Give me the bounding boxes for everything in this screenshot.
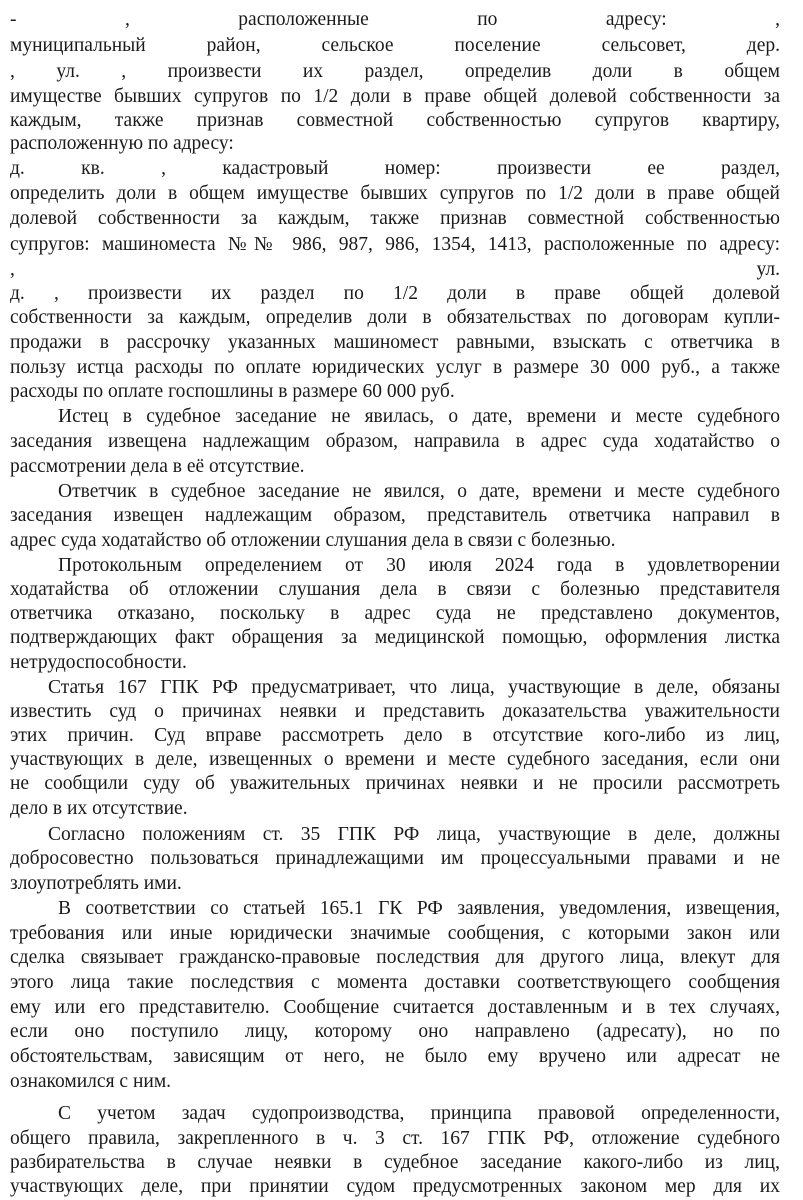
text-line: имуществе бывших супругов по 1/2 доли в праве общей долевой собственности за — [10, 86, 780, 107]
text-line: супругов: машиноместа №№ 986, 987, 986, 1354, 1413, расположенные по адресу: — [10, 234, 780, 255]
text-line: общего правила, закрепленного в ч. 3 ст. 167 ГПК РФ, отложение судебного — [10, 1128, 780, 1149]
text-line: пользу истца расходы по оплате юридических услуг в размере 30 000 руб., а также — [10, 357, 780, 378]
text-line: заседания извещен надлежащим образом, представитель ответчика направил в — [10, 505, 780, 526]
text-line: требования или иные юридически значимые сообщения, с которыми закон или — [10, 923, 780, 944]
text-line: д. , произвести их раздел по 1/2 доли в праве общей долевой — [10, 283, 780, 304]
text-line: продажи в рассрочку указанных машиномест равными, взыскать с ответчика в — [10, 332, 780, 353]
text-line: адрес суда ходатайство об отложении слушания дела в связи с болезнью. — [10, 530, 616, 551]
text-line: известить суд о причинах неявки и представить доказательства уважительности — [10, 701, 780, 722]
text-line: ответчика отказано, поскольку в адрес суда не представлено документов, — [10, 603, 780, 624]
text-line: ознакомился с ним. — [10, 1071, 172, 1092]
text-line: В соответствии со статьей 165.1 ГК РФ заявления, уведомления, извещения, — [58, 898, 780, 919]
text-line: д. кв. , кадастровый номер: произвести ее раздел, — [10, 158, 780, 179]
text-line: этих причин. Суд вправе рассмотреть дело в отсутствие кого-либо из лиц, — [10, 725, 780, 746]
text-line: долевой собственности за каждым, также признав совместной собственностью — [10, 208, 780, 229]
text-line: , ул. , произвести их раздел, определив доли в общем — [10, 61, 780, 82]
text-line: рассмотрении дела в её отсутствие. — [10, 456, 305, 477]
text-line: ходатайства об отложении слушания дела в связи с болезнью представителя — [10, 579, 780, 600]
text-line: не сообщили суду об уважительных причинах неявки и не просили рассмотреть — [10, 773, 780, 794]
text-line: Истец в судебное заседание не явилась, о дате, времени и месте судебного — [58, 406, 780, 427]
text-line: расположенную по адресу: — [10, 133, 234, 154]
text-line: расходы по оплате госпошлины в размере 60 000 руб. — [10, 381, 455, 402]
text-line: дело в их отсутствие. — [10, 798, 188, 819]
text-line: - , расположенные по адресу: , — [10, 9, 780, 30]
text-line: злоупотреблять ими. — [10, 873, 182, 894]
text-line: , ул. — [10, 259, 780, 280]
text-line: Ответчик в судебное заседание не явился, о дате, времени и месте судебного — [58, 481, 780, 502]
text-line: этого лица такие последствия с момента доставки соответствующего сообщения — [10, 972, 780, 993]
text-line: участвующих деле, при принятии судом предусмотренных законом мер для их — [10, 1176, 780, 1197]
text-line: ему или его представителю. Сообщение считается доставленным и в тех случаях, — [10, 997, 780, 1018]
text-line: добросовестно пользоваться принадлежащими им процессуальными правами и не — [10, 848, 780, 869]
text-line: заседания извещена надлежащим образом, направила в адрес суда ходатайство о — [10, 431, 780, 452]
text-line: подтверждающих факт обращения за медицинской помощью, оформления листка — [10, 627, 780, 648]
text-line: определить доли в общем имуществе бывших супругов по 1/2 доли в праве общей — [10, 183, 780, 204]
text-line: Протокольным определением от 30 июля 2024 года в удовлетворении — [58, 555, 780, 576]
text-line: Статья 167 ГПК РФ предусматривает, что лица, участвующие в деле, обязаны — [48, 677, 780, 698]
text-line: участвующих в деле, извещенных о времени и месте судебного заседания, если они — [10, 749, 780, 770]
text-line: разбирательства в случае неявки в судебное заседание какого-либо из лиц, — [10, 1152, 780, 1173]
text-line: собственности за каждым, определив доли в обязательствах по договорам купли- — [10, 307, 780, 328]
text-line: обстоятельствам, зависящим от него, не было ему вручено или адресат не — [10, 1046, 780, 1067]
text-line: нетрудоспособности. — [10, 652, 187, 673]
text-line: Согласно положениям ст. 35 ГПК РФ лица, участвующие в деле, должны — [48, 824, 780, 845]
text-line: каждым, также признав совместной собственностью супругов квартиру, — [10, 110, 780, 131]
text-line: если оно поступило лицу, которому оно направлено (адресату), но по — [10, 1021, 780, 1042]
text-line: сделка связывает гражданско-правовые последствия для другого лица, влекут для — [10, 947, 780, 968]
text-line: муниципальный район, сельское поселение сельсовет, дер. — [10, 35, 780, 56]
text-line: С учетом задач судопроизводства, принципа правовой определенности, — [58, 1103, 780, 1124]
